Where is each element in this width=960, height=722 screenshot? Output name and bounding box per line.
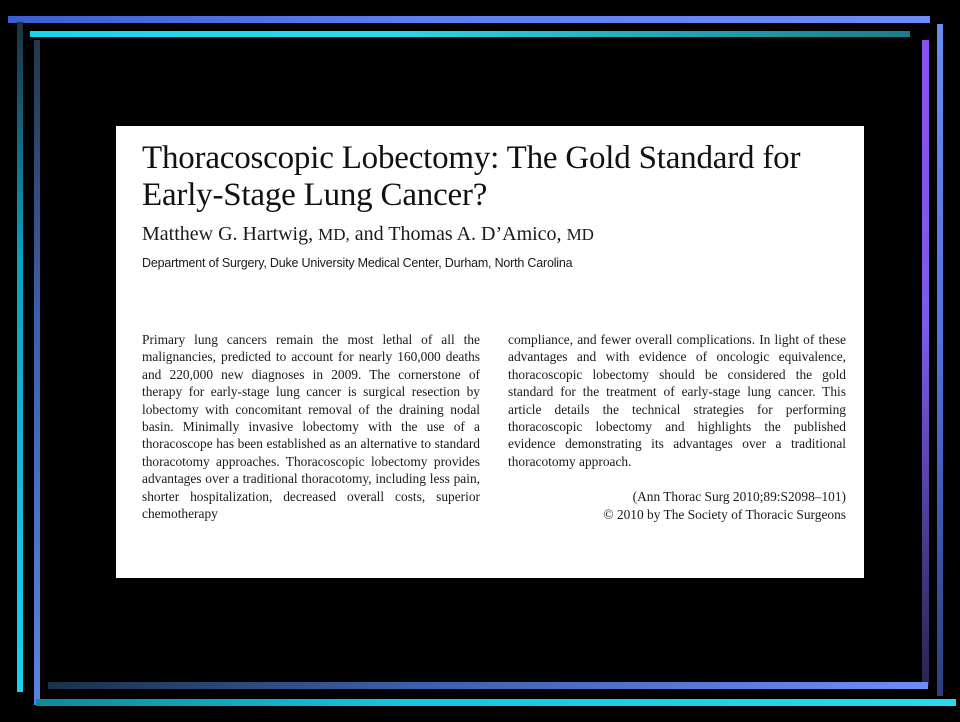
paper-affiliation: Department of Surgery, Duke University Medical Center, Durham, North Carolina bbox=[142, 256, 573, 270]
frame-bar-right-inner bbox=[922, 40, 929, 685]
frame-bar-left-inner bbox=[34, 40, 40, 705]
citation-block bbox=[508, 488, 846, 523]
author-1-name: Matthew G. Hartwig, bbox=[142, 223, 314, 245]
frame-bar-top-outer bbox=[8, 16, 930, 23]
author-2-name: and Thomas A. D’Amico, bbox=[354, 223, 562, 245]
abstract-column-right bbox=[508, 331, 846, 523]
frame-bar-right-outer bbox=[937, 24, 943, 696]
paper-authors bbox=[142, 222, 844, 247]
paper-title bbox=[142, 140, 844, 214]
frame-bar-left-outer bbox=[17, 22, 23, 692]
copyright-notice: © 2010 by The Society of Thoracic Surgeons bbox=[603, 506, 846, 522]
frame-bar-top-inner bbox=[30, 31, 910, 37]
paper-clipping bbox=[116, 126, 864, 578]
abstract-column-left bbox=[142, 331, 480, 523]
frame-bar-bottom-inner bbox=[48, 682, 928, 689]
author-2-degree: MD bbox=[566, 225, 594, 244]
abstract-text-right: compliance, and fewer overall complications. In light of these advantages and with evidence of oncologic equivalence, thoracoscopic lobectomy should be considered the gold standard for the treatment of early-stage lung cancer. This article details the technical strategies for performing thoracoscopic lobectomy and highlights the published evidence demonstrating its advantages over a traditional thoracotomy approach. bbox=[508, 332, 846, 469]
author-1-degree: MD, bbox=[318, 225, 350, 244]
frame-bar-bottom-outer bbox=[36, 699, 956, 706]
paper-title-line-2: Early-Stage Lung Cancer? bbox=[142, 177, 488, 213]
journal-citation: (Ann Thorac Surg 2010;89:S2098–101) bbox=[632, 489, 846, 505]
abstract-columns bbox=[142, 331, 846, 523]
paper-title-line-1: Thoracoscopic Lobectomy: The Gold Standard for bbox=[142, 140, 801, 176]
abstract-text-left: Primary lung cancers remain the most lethal of all the malignancies, predicted to account for nearly 160,000 deaths and 220,000 new diagnoses in 2009. The cornerstone of therapy for early-stage lung cancer is surgical resection by lobectomy with concomitant removal of the draining nodal basin. Minimally invasive lobectomy with the use of a thoracoscope has been established as an alternative to standard thoracotomy approaches. Thoracoscopic lobectomy provides advantages over a traditional thoracotomy, including less pain, shorter hospitalization, decreased overall costs, superior chemotherapy bbox=[142, 332, 480, 522]
